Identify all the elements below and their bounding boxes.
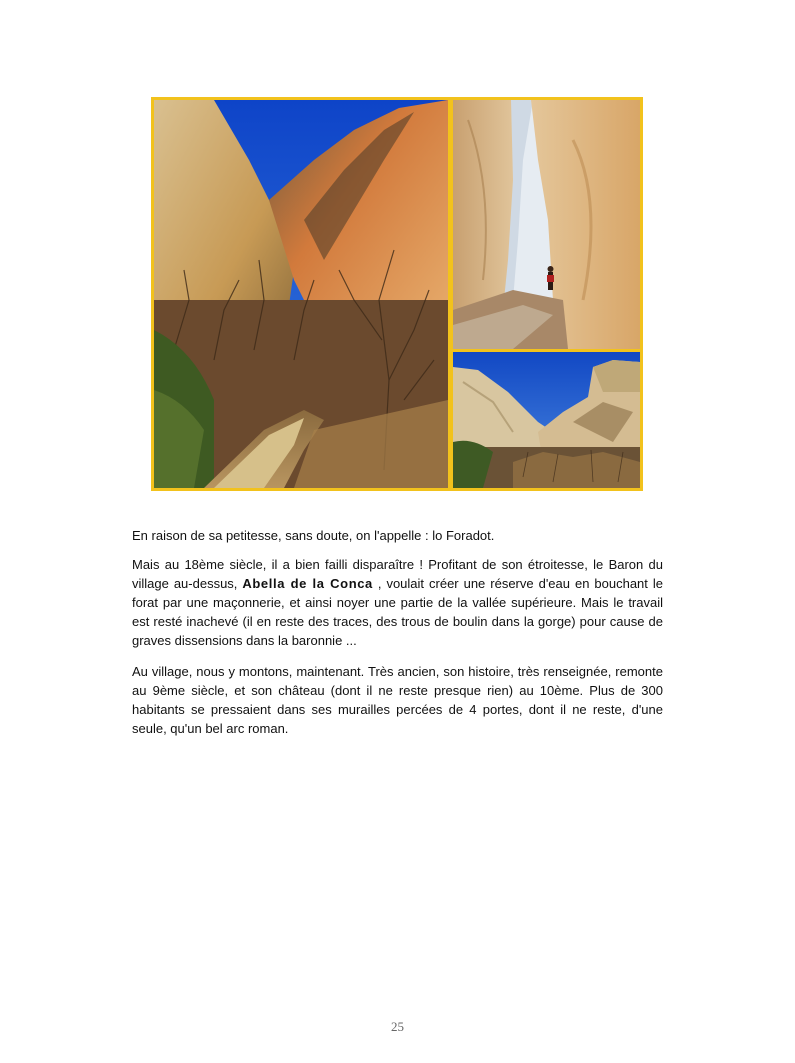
photo-collage [151,97,643,491]
place-name-bold: Abella de la Conca [242,576,373,591]
body-text [132,526,663,750]
paragraph-2-start: Mais au 18ème siècle, il a bien failli disparaître ! Profitant de son étroitesse, le Baron du village au-dessus, [132,557,663,591]
narrow-canyon-hiker-photo [453,100,640,349]
paragraph-3: Au village, nous y montons, maintenant. Très ancien, son histoire, très renseignée, remonte au 9ème siècle, et son château (dont il ne reste presque rien) au 10ème. Plus de 300 habitants se pressaient dans ses murailles percées de 4 portes, dont il ne reste, d'une seule, qu'un bel arc roman. [132,664,663,736]
paragraph-2 [132,555,663,650]
paragraph-1: En raison de sa petitesse, sans doute, on l'appelle : lo Foradot. [132,528,495,543]
cliffs-blue-sky-photo [453,352,640,488]
gorge-cliffs-path-photo [154,100,448,488]
page-number: 25 [391,1019,404,1034]
paragraph-2-end: , voulait créer une réserve d'eau en bouchant le forat par une maçonnerie, et ainsi noyer une partie de la vallée supérieure. Mais le travail est resté inachevé (il en reste des traces, des trous de boulin dans la gorge) pour cause de graves dissensions dans la baronnie ... [132,576,663,648]
